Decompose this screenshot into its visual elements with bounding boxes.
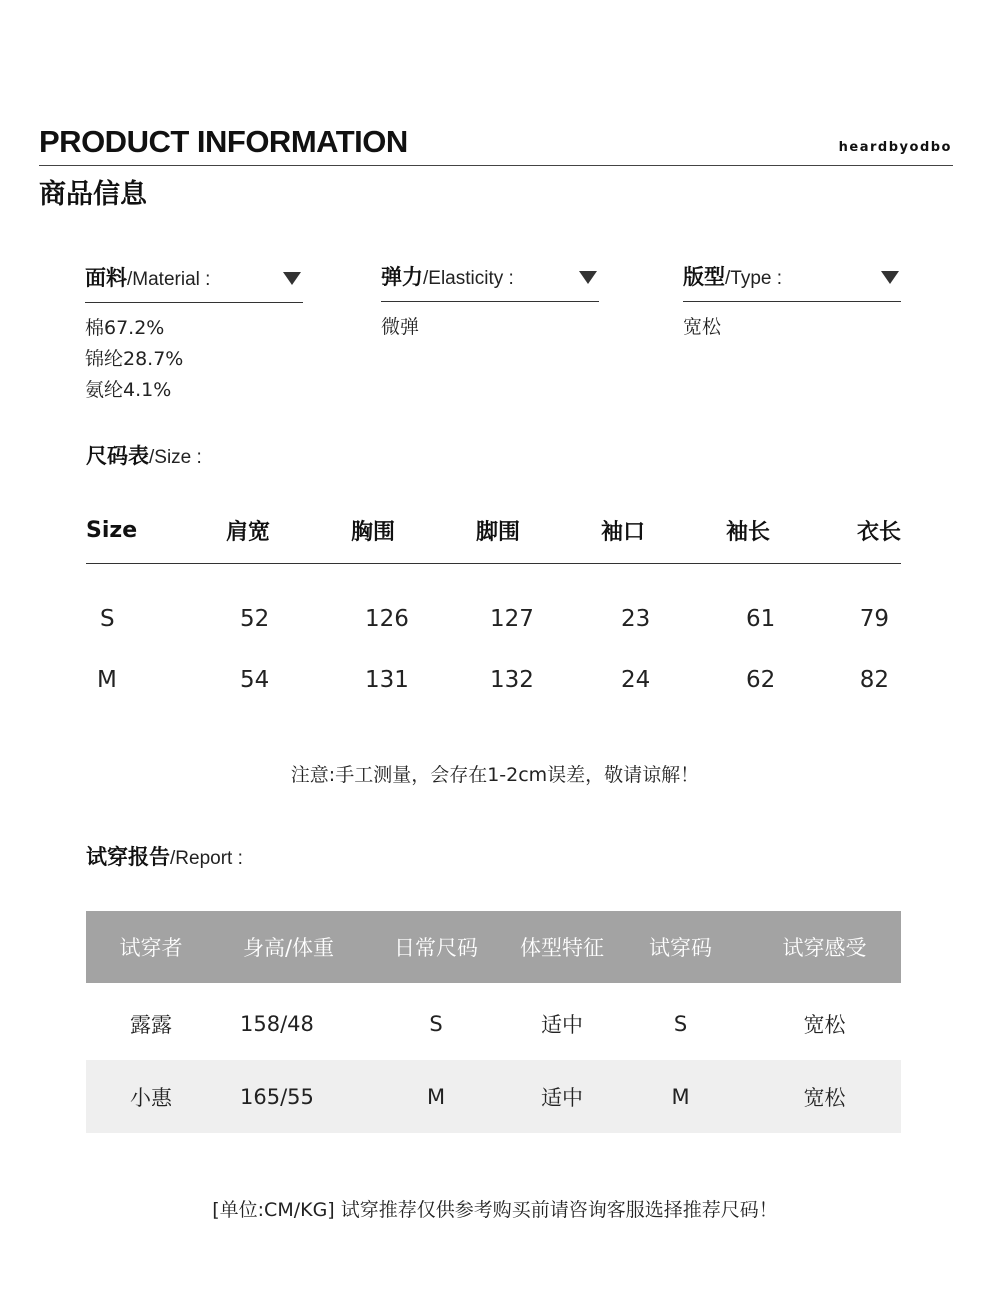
report-col-header: 体型特征 [520,936,604,960]
attr-value: 宽松 [683,316,722,338]
attr-type-label: /Type : [725,268,783,289]
triangle-down-icon[interactable] [283,272,301,285]
attr-material [85,262,303,406]
size-col-header: 脚围 [476,519,521,545]
header-divider [39,165,953,166]
brand-logo: heardbyodbo [838,140,952,155]
size-col-header: 袖口 [601,519,646,545]
report-col-header: 日常尺码 [394,936,478,960]
attr-type-key: 版型 [683,265,725,289]
size-table [86,497,901,710]
size-cell: 126 [365,605,409,632]
report-cell: 165/55 [240,1084,314,1109]
size-cell: 82 [859,666,889,693]
size-col-header: 衣长 [856,519,901,545]
size-cell: 127 [490,605,534,632]
attr-elasticity-values [381,312,599,343]
size-cell: M [97,666,117,693]
report-cell: S [429,1011,443,1036]
report-cell: 适中 [541,1085,583,1110]
attr-value: 棉67.2% [85,317,165,339]
report-table [86,911,901,1133]
attr-material-values [85,313,303,406]
report-table-row [86,1060,901,1133]
attr-type-head[interactable] [683,261,901,302]
report-cell: 宽松 [803,1085,846,1110]
size-section-key: 尺码表 [86,444,149,468]
attr-material-head[interactable] [85,262,303,303]
size-cell: 132 [490,666,534,693]
attr-material-label: /Material : [127,269,211,290]
triangle-down-icon[interactable] [881,271,899,284]
report-section-label: /Report : [170,848,243,869]
attr-type [683,261,901,343]
attr-elasticity [381,261,599,343]
attr-value: 氨纶4.1% [85,379,172,401]
size-col-header: Size [86,517,138,543]
report-cell: S [673,1011,688,1036]
attr-type-values [683,312,901,343]
attr-elasticity-head[interactable] [381,261,599,302]
report-cell: 露露 [130,1012,172,1037]
report-section-title [86,841,243,871]
attr-material-key: 面料 [85,266,127,290]
size-table-row [86,649,901,710]
report-cell: 158/48 [240,1011,314,1036]
size-cell: 131 [365,666,409,693]
page-subtitle: 商品信息 [39,179,147,210]
page-title: PRODUCT INFORMATION [39,124,408,159]
size-col-header: 胸围 [351,519,396,545]
size-col-header: 袖长 [726,519,771,545]
attr-elasticity-label: /Elasticity : [423,268,514,289]
attr-elasticity-key: 弹力 [381,265,423,289]
report-col-header: 试穿者 [119,936,183,960]
size-col-header: 肩宽 [226,519,271,545]
report-col-header: 试穿码 [649,936,712,960]
footer-note: [单位:CM/KG] 试穿推荐仅供参考购买前请咨询客服选择推荐尺码！ [212,1199,778,1221]
size-cell: 62 [746,666,776,693]
size-cell: S [100,605,115,632]
report-cell: 适中 [541,1012,583,1037]
size-table-header [86,497,901,564]
report-col-header: 身高/体重 [242,936,335,960]
triangle-down-icon[interactable] [579,271,597,284]
size-section-label: /Size : [149,447,202,468]
report-cell: 宽松 [803,1012,846,1037]
attr-value: 微弹 [381,316,420,338]
report-cell: M [671,1084,690,1109]
report-table-row [86,987,901,1060]
report-section-key: 试穿报告 [86,845,170,869]
report-cell: 小惠 [130,1085,172,1110]
size-section-title [86,440,202,470]
report-cell: M [426,1084,446,1109]
size-cell: 54 [240,666,270,693]
report-col-header: 试穿感受 [782,936,867,960]
size-cell: 61 [746,605,776,632]
measurement-note: 注意:手工测量，会存在1-2cm误差，敬请谅解！ [290,764,700,786]
size-table-row [86,588,901,649]
size-cell: 52 [240,605,270,632]
attr-value: 锦纶28.7% [85,348,184,370]
size-cell: 23 [621,605,651,632]
size-cell: 79 [859,605,889,632]
report-table-header [86,911,901,983]
size-cell: 24 [621,666,651,693]
